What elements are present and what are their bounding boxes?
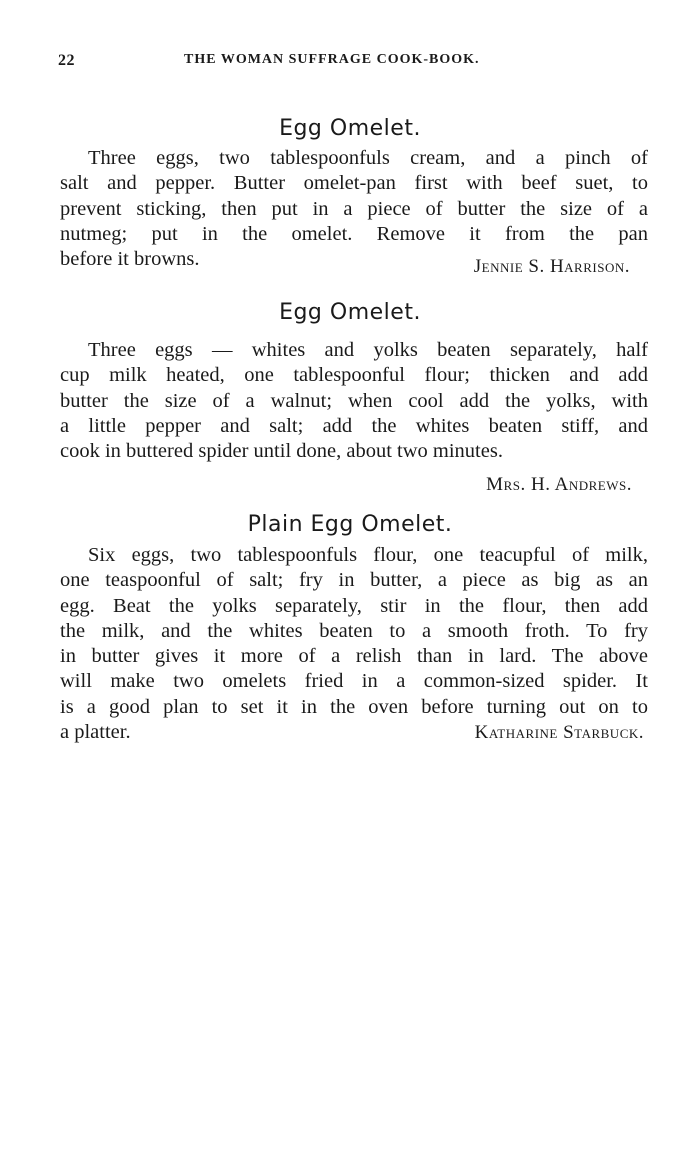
text-line: butter the size of a walnut; when cool add the yolks, with xyxy=(60,389,648,412)
text-line: nutmeg; put in the omelet. Remove it from the pan xyxy=(60,222,648,245)
text-line: a little pepper and salt; add the whites beaten stiff, and xyxy=(60,414,648,437)
text-line: Three eggs, two tablespoonfuls cream, and a pinch of xyxy=(88,147,648,169)
recipe-body xyxy=(60,543,648,745)
text-line: cook in buttered spider until done, about two minutes. xyxy=(60,440,503,463)
text-line: the milk, and the whites beaten to a smooth froth. To fry xyxy=(60,619,648,642)
text-line: prevent sticking, then put in a piece of butter the size of a xyxy=(60,197,648,220)
recipe-title: Egg Omelet. xyxy=(279,300,421,325)
text-line: one teaspoonful of salt; fry in butter, a piece as big as an xyxy=(60,569,648,592)
text-line: before it browns. xyxy=(60,248,200,271)
text-line: egg. Beat the yolks separately, stir in the flour, then add xyxy=(60,594,648,617)
text-line: Six eggs, two tablespoonfuls flour, one teacupful of milk, xyxy=(88,544,648,566)
recipe-body xyxy=(60,338,648,464)
recipe-author: Katharine Starbuck. xyxy=(474,722,644,743)
text-line: cup milk heated, one tablespoonful flour; thicken and add xyxy=(60,364,648,387)
text-line: Three eggs — whites and yolks beaten separately, half xyxy=(88,339,648,361)
recipe-title: Egg Omelet. xyxy=(279,116,421,141)
recipe-title: Plain Egg Omelet. xyxy=(247,512,453,537)
recipe-author: Mrs. H. Andrews. xyxy=(486,474,632,495)
text-line: will make two omelets fried in a common-sized spider. It xyxy=(60,670,648,693)
running-header xyxy=(58,52,480,70)
page-number: 22 xyxy=(58,52,75,69)
recipe-author: Jennie S. Harrison. xyxy=(473,256,630,277)
text-line: in butter gives it more of a relish than in lard. The above xyxy=(60,645,648,668)
recipe-body xyxy=(60,146,648,272)
text-line: a platter. xyxy=(60,721,131,744)
text-line: is a good plan to set it in the oven before turning out on to xyxy=(60,695,648,718)
text-line: salt and pepper. Butter omelet-pan first with beef suet, to xyxy=(60,172,648,195)
book-title: THE WOMAN SUFFRAGE COOK-BOOK. xyxy=(184,52,480,67)
